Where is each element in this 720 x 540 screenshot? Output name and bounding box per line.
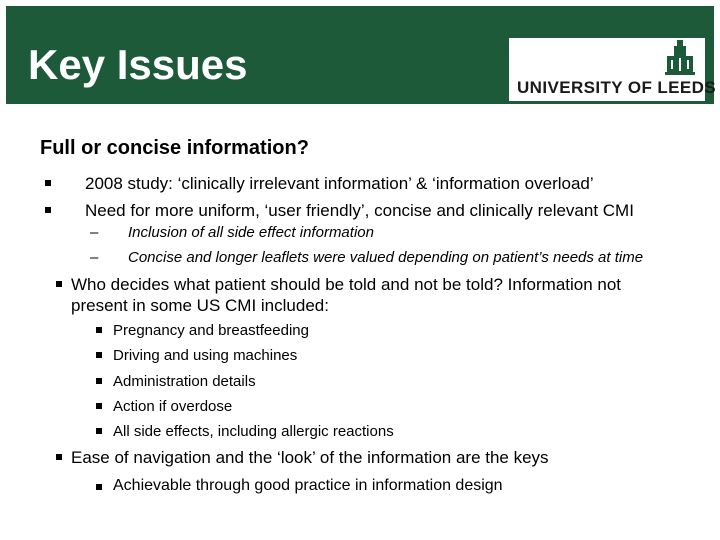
bullet-item: Need for more uniform, ‘user friendly’, concise and clinically relevant CMI — [85, 201, 634, 220]
slide-title: Key Issues — [28, 41, 248, 88]
bullet-marker — [45, 207, 51, 213]
bullet-marker — [56, 454, 62, 460]
section-heading: Full or concise information? — [40, 137, 309, 159]
list-item: All side effects, including allergic reactions — [113, 423, 394, 440]
logo-wordmark: UNIVERSITY OF LEEDS — [517, 78, 717, 97]
bullet-marker — [96, 403, 102, 409]
bullet-item: 2008 study: ‘clinically irrelevant information’ & ‘information overload’ — [85, 174, 594, 193]
dash-marker: – — [90, 249, 99, 266]
bullet-marker — [45, 180, 51, 186]
bullet-marker — [96, 327, 102, 333]
list-item: Pregnancy and breastfeeding — [113, 322, 309, 339]
question-line: present in some US CMI included: — [71, 296, 329, 315]
list-item: Administration details — [113, 373, 256, 390]
list-item: Driving and using machines — [113, 347, 298, 364]
bullet-marker — [56, 281, 62, 287]
bullet-marker — [96, 352, 102, 358]
bullet-marker — [96, 428, 102, 434]
bullet-marker — [96, 378, 102, 384]
list-item: Achievable through good practice in information design — [113, 477, 503, 494]
bullet-marker — [96, 484, 102, 490]
question-line: Who decides what patient should be told and not be told? Information not — [71, 275, 622, 294]
dash-item: Inclusion of all side effect information — [128, 224, 374, 241]
list-item: Action if overdose — [113, 398, 233, 415]
dash-marker: – — [90, 224, 99, 241]
bullet-item: Ease of navigation and the ‘look’ of the information are the keys — [71, 448, 549, 467]
dash-item: Concise and longer leaflets were valued depending on patient’s needs at time — [128, 249, 644, 266]
